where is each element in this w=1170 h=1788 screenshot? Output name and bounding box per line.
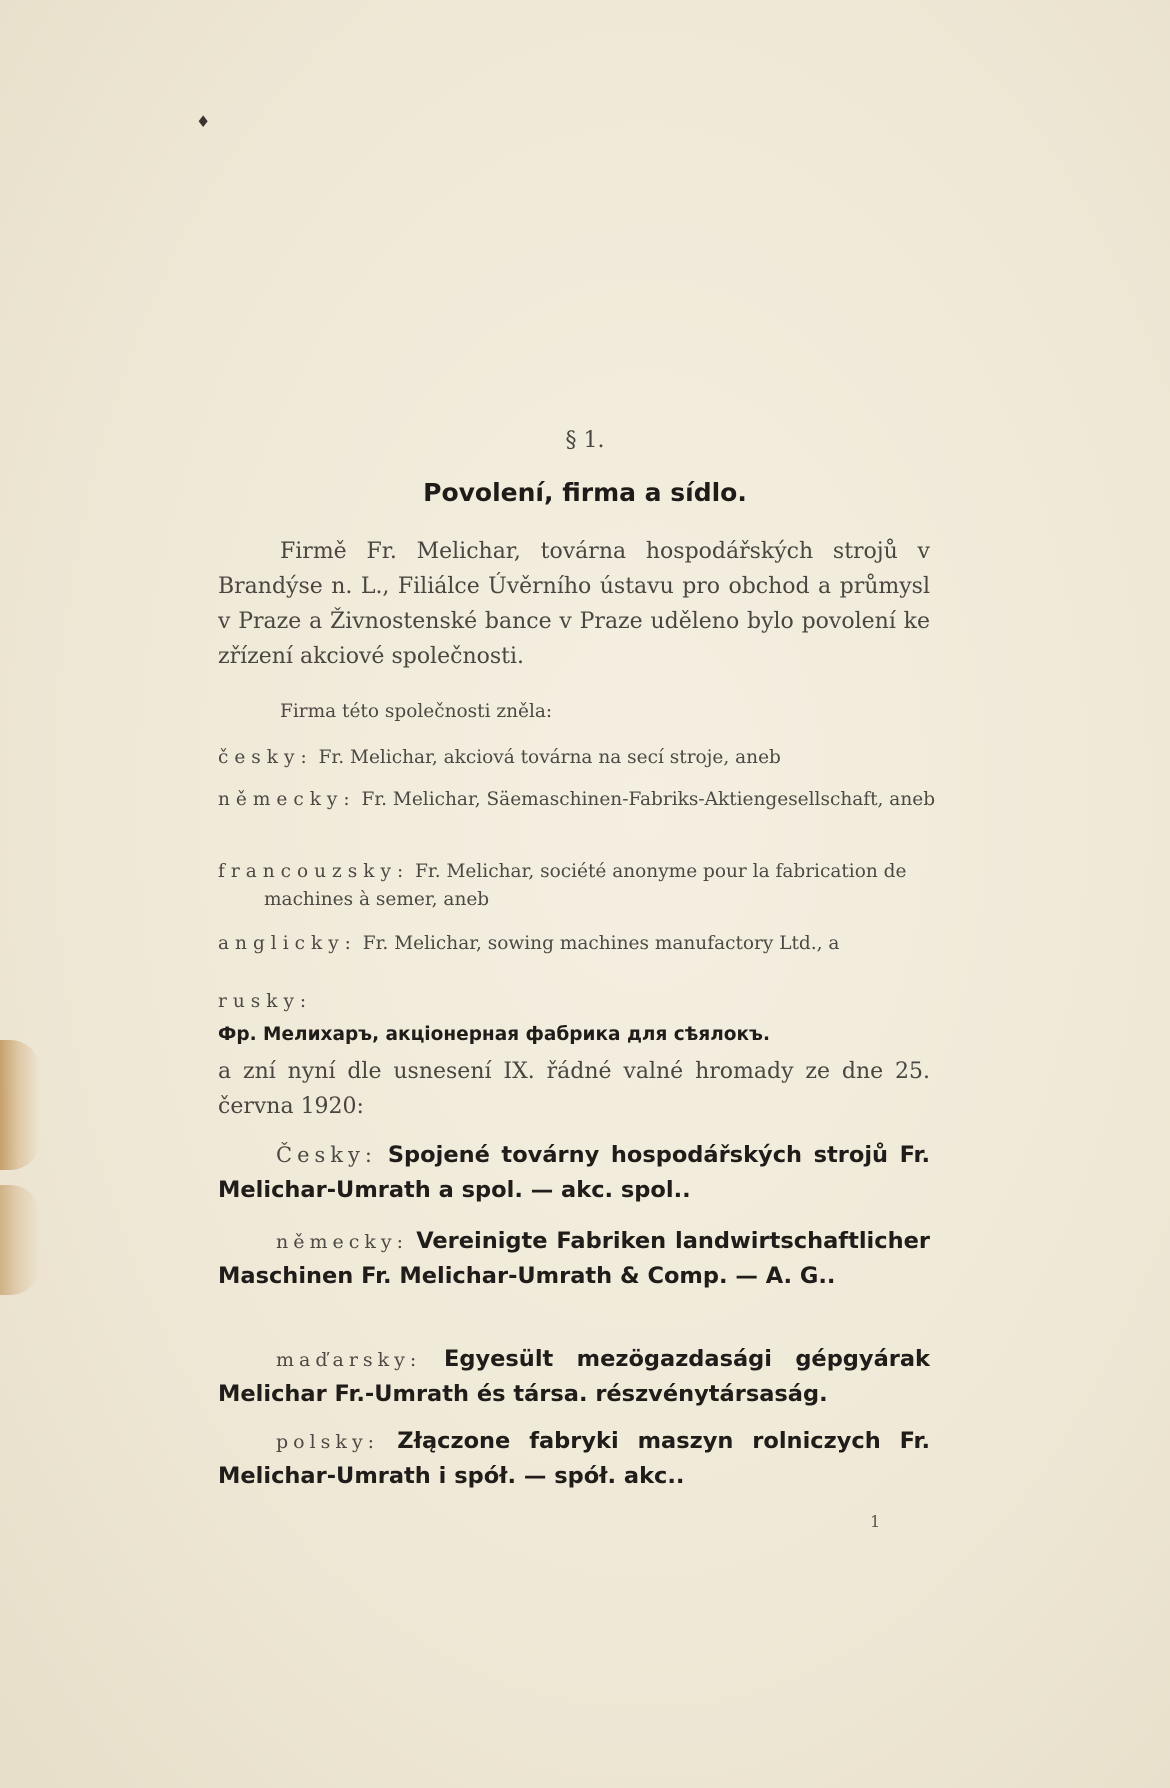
section-heading: Povolení, firma a sídlo. bbox=[423, 478, 747, 507]
language-label: Česky: bbox=[276, 1143, 377, 1167]
current-name-text: Egyesült mezögazdasági gépgyárak Melichar Fr.-Umrath és társa. részvénytársaság. bbox=[218, 1346, 931, 1407]
language-label: francouzsky: bbox=[218, 861, 410, 882]
former-name-intro: Firma této společnosti zněla: bbox=[280, 701, 553, 722]
stain-mark bbox=[0, 1040, 40, 1170]
current-name-text: Vereinigte Fabriken landwirtschaftlicher Maschinen Fr. Melichar-Umrath & Comp. — A. G.. bbox=[218, 1228, 930, 1289]
former-name-english bbox=[218, 930, 976, 958]
former-name-russian bbox=[218, 988, 930, 1016]
current-name-text: Spojené továrny hospodářských strojů Fr. Melichar-Umrath a spol. — akc. spol.. bbox=[218, 1142, 930, 1203]
current-name-hungarian bbox=[218, 1342, 930, 1412]
intro-paragraph: Firmě Fr. Melichar, továrna hospodářských strojů v Brandýse n. L., Filiálce Úvěrního ústavu pro obchod a průmysl v Praze a Živnostenské bance v Praze uděleno bylo povolení ke zřízení akciové společnosti. bbox=[218, 539, 930, 669]
former-name-german bbox=[218, 786, 976, 814]
language-label: polsky: bbox=[276, 1431, 380, 1453]
current-name-polish bbox=[218, 1424, 930, 1494]
former-name-text: Fr. Melichar, sowing machines manufactory Ltd., a bbox=[362, 933, 840, 954]
russian-name: Фр. Мелихаръ, акцiонерная фабрика для сѣялокъ. bbox=[218, 1024, 770, 1045]
language-label: maďarsky: bbox=[276, 1349, 422, 1371]
language-label: německy: bbox=[218, 789, 356, 810]
language-label: anglicky: bbox=[218, 933, 357, 954]
current-name-text: Złączone fabryki maszyn rolniczych Fr. Melichar-Umrath i spół. — spół. akc.. bbox=[218, 1428, 930, 1489]
corner-mark: ♦ bbox=[196, 112, 211, 131]
former-name-text: Fr. Melichar, akciová továrna na secí stroje, aneb bbox=[318, 747, 781, 768]
current-name-german bbox=[218, 1224, 930, 1294]
former-name-czech bbox=[218, 744, 976, 772]
language-label: německy: bbox=[276, 1231, 409, 1253]
language-label: rusky: bbox=[218, 991, 313, 1012]
former-name-french bbox=[218, 858, 976, 914]
section-number: § 1. bbox=[565, 428, 605, 453]
former-name-text: Fr. Melichar, société anonyme pour la fabrication de machines à semer, aneb bbox=[264, 861, 907, 910]
current-name-czech bbox=[218, 1138, 930, 1208]
former-name-text: Fr. Melichar, Säemaschinen-Fabriks-Aktiengesellschaft, aneb bbox=[361, 789, 936, 810]
language-label: česky: bbox=[218, 747, 313, 768]
current-name-intro: a zní nyní dle usnesení IX. řádné valné hromady ze dne 25. června 1920: bbox=[218, 1059, 930, 1119]
page-number: 1 bbox=[870, 1512, 881, 1531]
stain-mark bbox=[0, 1185, 40, 1295]
